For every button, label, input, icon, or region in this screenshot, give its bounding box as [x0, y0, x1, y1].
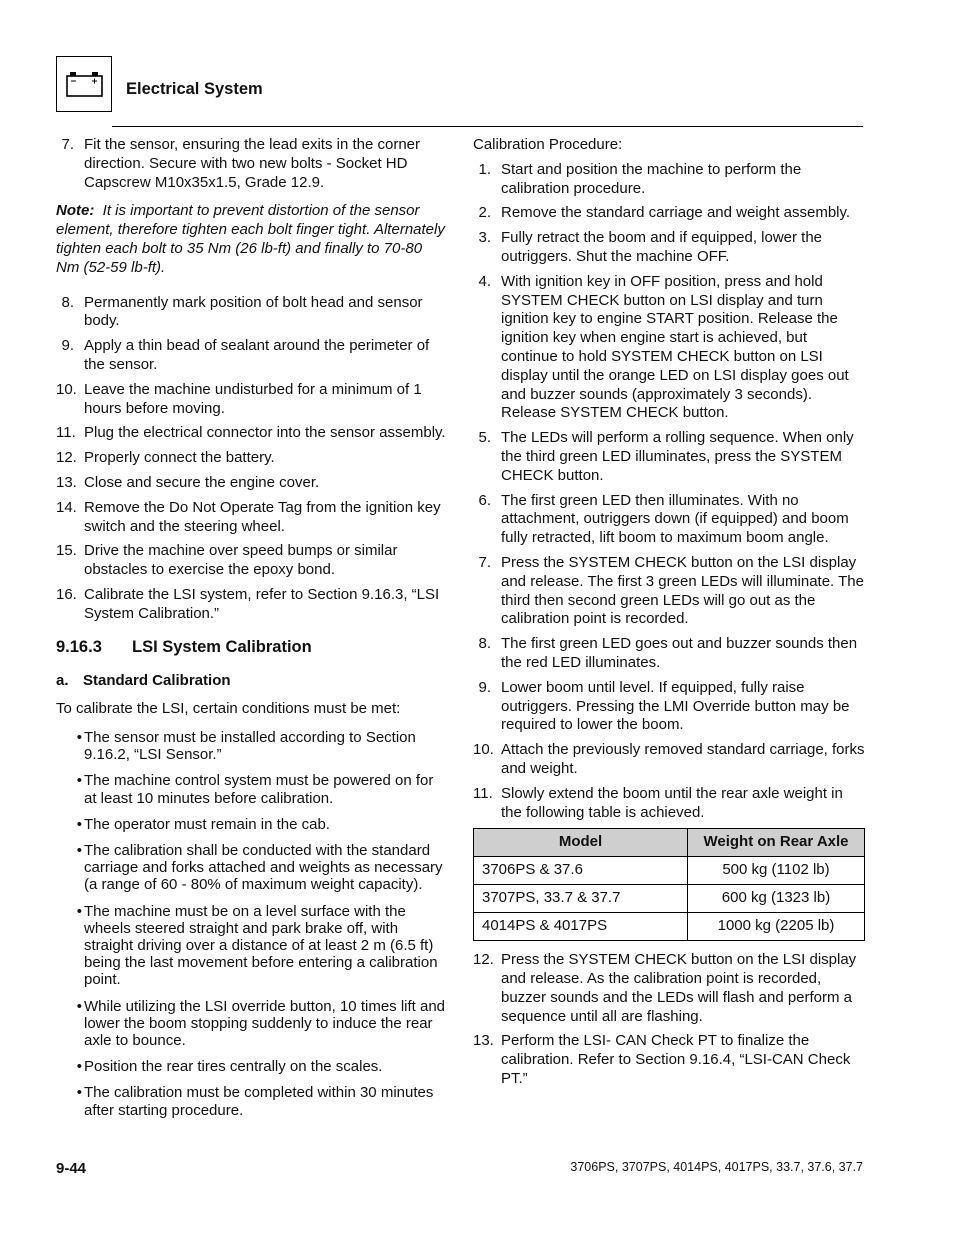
item-text: Apply a thin bead of sealant around the perimeter of the sensor.	[84, 337, 430, 373]
bullet-item	[56, 816, 446, 833]
left-column	[56, 136, 446, 1128]
list-item	[56, 499, 446, 537]
bullet-item	[56, 842, 446, 894]
item-number: 12.	[56, 449, 77, 467]
bullet-text: The calibration shall be conducted with the standard carriage and forks attached and weights as necessary (a range of 60 - 80% of maximum weight capacity).	[84, 841, 443, 894]
conditions-list	[56, 729, 446, 1119]
bullet-item	[56, 1084, 446, 1118]
procedure-list-a	[473, 161, 865, 823]
list-item	[473, 161, 865, 199]
list-item	[56, 294, 446, 332]
item-number: 9.	[61, 337, 74, 355]
intro-paragraph: To calibrate the LSI, certain conditions must be met:	[56, 700, 401, 718]
bullet-dot: •	[76, 997, 82, 1015]
item-text: The first green LED goes out and buzzer sounds then the red LED illuminates.	[501, 635, 858, 671]
item-text: With ignition key in OFF position, press and hold SYSTEM CHECK button on LSI display and turn ignition key to engine START position. Release the ignition key when engine start is achieved, but continue to hold SYSTEM CHECK button on LSI display until the orange LED on LSI display goes out and buzzer sounds (approximately 3 seconds). Release SYSTEM CHECK button.	[501, 272, 849, 422]
item-number: 13.	[56, 473, 77, 491]
item-number: 15.	[56, 542, 77, 560]
item-text: The LEDs will perform a rolling sequence. When only the third green LED illuminates, press the SYSTEM CHECK button.	[501, 429, 854, 484]
bullet-dot: •	[76, 841, 82, 859]
list-item	[473, 429, 865, 485]
list-item	[56, 449, 446, 468]
item-number: 5.	[478, 429, 491, 447]
procedure-title: Calibration Procedure:	[473, 136, 623, 153]
list-item	[473, 492, 865, 548]
item-text: Press the SYSTEM CHECK button on the LSI display and release. The first 3 green LEDs will illuminate. The third then second green LEDs will go out as the calibration point is recorded.	[501, 553, 864, 628]
note-text: It is important to prevent distortion of the sensor element, therefore tighten each bolt finger tight. Alternately tighten each bolt to 35 Nm (26 lb-ft) and finally to 70-80 Nm (52-59 lb-ft).	[56, 202, 445, 276]
item-text: The first green LED then illuminates. With no attachment, outriggers down (if equipped) and boom fully retracted, lift boom to maximum boom angle.	[501, 491, 849, 547]
list-item	[473, 273, 865, 423]
list-item	[473, 229, 865, 267]
numbered-list-a	[56, 136, 446, 192]
list-item	[56, 424, 446, 443]
list-item	[473, 951, 865, 1026]
list-item	[473, 741, 865, 779]
item-text: Permanently mark position of bolt head and sensor body.	[84, 293, 423, 330]
item-number: 10.	[56, 380, 77, 398]
list-item	[473, 679, 865, 735]
item-number: 16.	[56, 585, 77, 603]
item-number: 12.	[473, 951, 494, 969]
item-text: Properly connect the battery.	[84, 449, 275, 467]
list-item	[56, 542, 446, 580]
page-header-title: Electrical System	[126, 80, 263, 98]
list-item	[473, 1032, 865, 1088]
subsection-title: Standard Calibration	[83, 672, 231, 690]
bullet-dot: •	[76, 1084, 82, 1102]
header-icon-box	[56, 56, 112, 112]
item-number: 3.	[478, 229, 491, 247]
bullet-text: Position the rear tires centrally on the scales.	[84, 1058, 383, 1076]
list-item	[56, 474, 446, 493]
item-text: Lower boom until level. If equipped, fully raise outriggers. Pressing the LMI Override button may be required to lower the boom.	[501, 678, 850, 734]
list-item	[56, 586, 446, 624]
bullet-text: The machine control system must be powered on for at least 10 minutes before calibration.	[84, 772, 434, 807]
bullet-item	[56, 998, 446, 1050]
item-number: 11.	[56, 424, 76, 442]
bullet-item	[56, 729, 446, 763]
cell-model: 4014PS & 4017PS	[474, 913, 688, 941]
item-text: Calibrate the LSI system, refer to Section 9.16.3, “LSI System Calibration.”	[84, 585, 440, 622]
bullet-text: The sensor must be installed according to Section 9.16.2, “LSI Sensor.”	[84, 728, 416, 764]
item-text: Fully retract the boom and if equipped, lower the outriggers. Shut the machine OFF.	[501, 229, 823, 265]
item-text: Press the SYSTEM CHECK button on the LSI display and release. As the calibration point is recorded, buzzer sounds and the LEDs will flash and perform a sequence until all are flashing.	[501, 951, 857, 1025]
item-number: 7.	[61, 136, 74, 153]
bullet-dot: •	[76, 815, 82, 833]
page-number: 9-44	[56, 1160, 87, 1177]
section-number: 9.16.3	[56, 637, 102, 656]
item-number: 7.	[478, 553, 491, 571]
cell-weight: 600 kg (1323 lb)	[688, 885, 865, 913]
table-row	[474, 885, 865, 913]
item-text: Remove the standard carriage and weight assembly.	[501, 204, 851, 222]
bullet-text: The machine must be on a level surface with the wheels steered straight and park brake off, with straight driving over a distance of at least 2 m (6.5 ft) being the last movement before entering a calibration point.	[84, 902, 438, 989]
item-text: Perform the LSI- CAN Check PT to finalize the calibration. Refer to Section 9.16.4, “LSI-CAN Check PT.”	[501, 1032, 851, 1088]
cell-model: 3707PS, 33.7 & 37.7	[474, 885, 688, 913]
item-text: Remove the Do Not Operate Tag from the ignition key switch and the steering wheel.	[84, 498, 441, 535]
column-header-model: Model	[474, 829, 688, 857]
item-number: 14.	[56, 498, 77, 516]
bullet-item	[56, 903, 446, 989]
item-text: Attach the previously removed standard carriage, forks and weight.	[501, 741, 865, 777]
note-block	[56, 202, 446, 277]
numbered-list-b	[56, 294, 446, 624]
item-text: Leave the machine undisturbed for a minimum of 1 hours before moving.	[84, 380, 422, 417]
bullet-text: The calibration must be completed within 30 minutes after starting procedure.	[84, 1084, 434, 1119]
item-number: 1.	[478, 160, 491, 178]
table-row	[474, 913, 865, 941]
bullet-item	[56, 1058, 446, 1075]
list-item	[473, 204, 865, 223]
list-item	[473, 554, 865, 629]
table-row	[474, 857, 865, 885]
subsection-heading	[56, 672, 446, 691]
item-text: Slowly extend the boom until the rear axle weight in the following table is achieved.	[501, 784, 843, 821]
list-item	[56, 337, 446, 375]
right-column	[473, 136, 865, 1095]
list-item	[56, 136, 446, 192]
header-divider	[112, 126, 863, 127]
bullet-dot: •	[76, 728, 82, 746]
cell-weight: 1000 kg (2205 lb)	[688, 913, 865, 941]
table-header-row	[474, 829, 865, 857]
item-number: 8.	[478, 635, 491, 653]
bullet-text: The operator must remain in the cab.	[84, 815, 330, 833]
list-item	[473, 635, 865, 673]
subsection-letter: a.	[56, 672, 69, 690]
item-number: 10.	[473, 741, 494, 759]
bullet-item	[56, 772, 446, 806]
bullet-text: While utilizing the LSI override button, 10 times lift and lower the boom stopping suddenly to induce the rear axle to bounce.	[84, 997, 446, 1049]
item-text: Drive the machine over speed bumps or similar obstacles to exercise the epoxy bond.	[84, 542, 398, 579]
item-text: Plug the electrical connector into the sensor assembly.	[84, 424, 446, 442]
procedure-list-b	[473, 951, 865, 1089]
item-number: 4.	[478, 272, 491, 290]
item-number: 8.	[61, 293, 74, 311]
bullet-dot: •	[76, 1058, 82, 1076]
footer-model-list: 3706PS, 3707PS, 4014PS, 4017PS, 33.7, 37.6, 37.7	[570, 1160, 863, 1174]
list-item	[473, 785, 865, 823]
battery-icon	[66, 71, 104, 99]
item-number: 6.	[478, 491, 491, 509]
item-text: Fit the sensor, ensuring the lead exits in the corner direction. Secure with two new bolts - Socket HD Capscrew M10x35x1.5, Grade 12.9.	[84, 136, 421, 191]
item-text: Start and position the machine to perform the calibration procedure.	[501, 160, 802, 197]
cell-model: 3706PS & 37.6	[474, 857, 688, 885]
item-number: 11.	[473, 784, 493, 802]
item-number: 2.	[478, 204, 491, 222]
bullet-dot: •	[76, 902, 82, 920]
note-label: Note:	[56, 202, 95, 220]
cell-weight: 500 kg (1102 lb)	[688, 857, 865, 885]
section-title: LSI System Calibration	[132, 637, 312, 656]
list-item	[56, 381, 446, 419]
item-text: Close and secure the engine cover.	[84, 473, 320, 491]
bullet-dot: •	[76, 772, 82, 790]
item-number: 13.	[473, 1032, 494, 1050]
rear-axle-weight-table	[473, 828, 865, 941]
section-heading	[56, 638, 446, 657]
column-header-weight: Weight on Rear Axle	[688, 829, 865, 857]
item-number: 9.	[478, 678, 491, 696]
